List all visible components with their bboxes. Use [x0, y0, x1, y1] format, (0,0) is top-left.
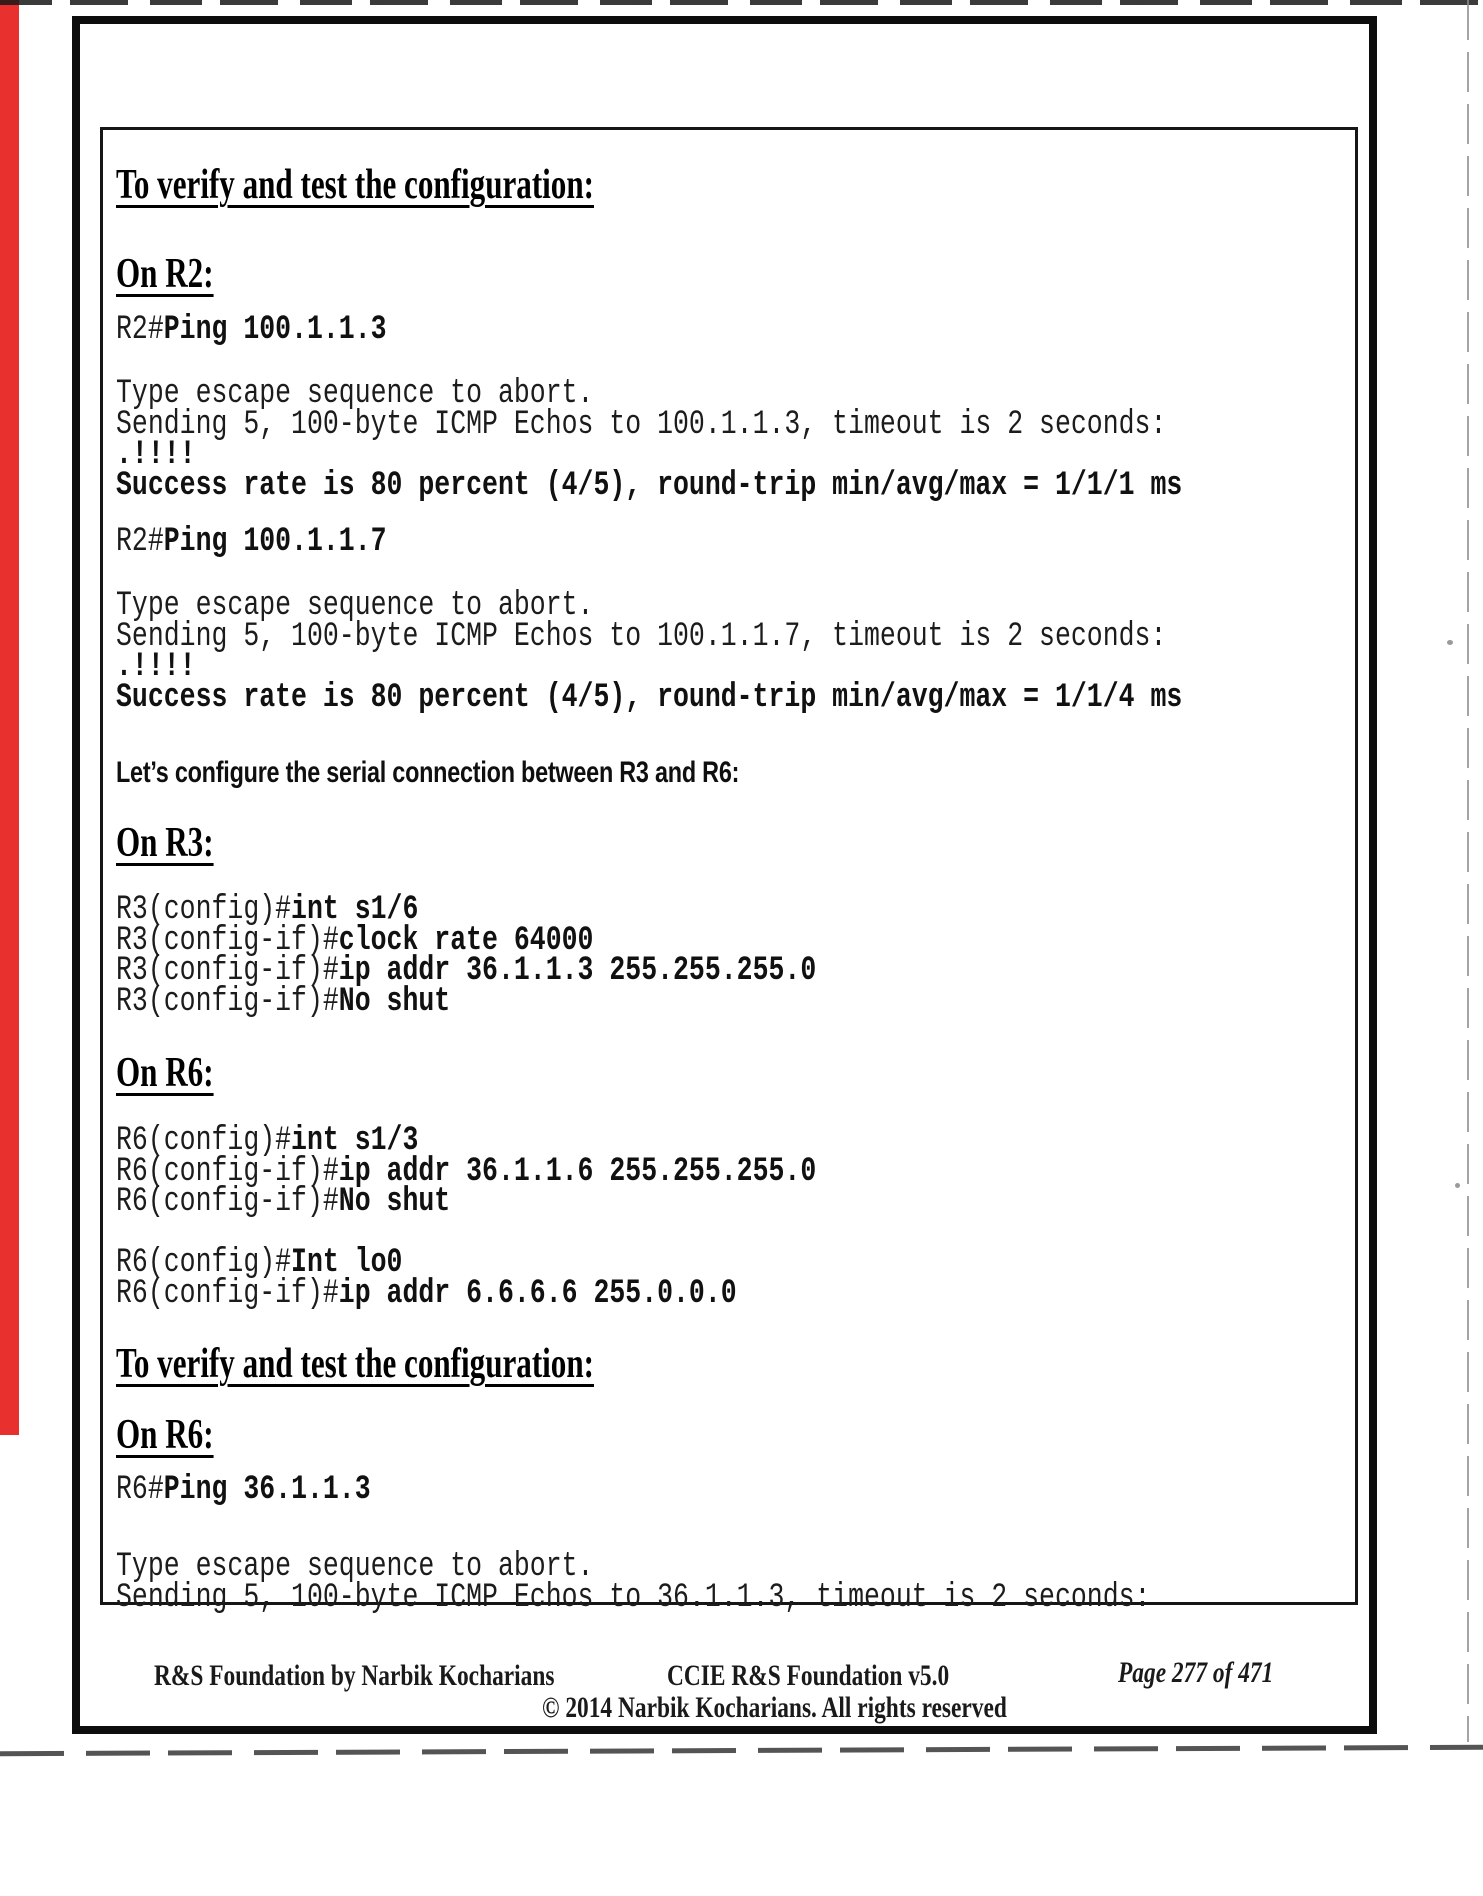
console-command-text: ip addr 36.1.1.3 255.255.255.0 [338, 952, 817, 990]
console-output-line: .!!!! [116, 436, 196, 474]
console-prompt: R3(config-if)# [116, 982, 339, 1021]
console-result-line: Success rate is 80 percent (4/5), round-trip min/avg/max = 1/1/1 ms [116, 466, 1183, 505]
console-prompt: R3(config-if)# [116, 952, 339, 990]
footer-course-title: CCIE R&S Foundation v5.0 [667, 1659, 950, 1692]
console-output-line: Type escape sequence to abort. [116, 1548, 594, 1586]
red-edge-stripe [0, 0, 19, 1435]
console-command-text: clock rate 64000 [338, 921, 594, 960]
console-command-r2-ping2 [116, 523, 387, 561]
subheading-on-r6: On R6: [116, 1050, 214, 1096]
console-output-ping1 [116, 375, 1183, 505]
console-command-text: Int lo0 [291, 1244, 403, 1282]
console-output-ping3 [116, 1548, 1151, 1617]
console-prompt: R6(config-if)# [116, 1152, 339, 1191]
scan-top-edge-line [0, 0, 1483, 5]
console-prompt: R3(config-if)# [116, 921, 339, 960]
console-prompt: R6(config)# [116, 1244, 292, 1282]
console-config-r6-loopback [116, 1244, 737, 1313]
console-output-line: Sending 5, 100-byte ICMP Echos to 36.1.1.3, timeout is 2 seconds: [116, 1578, 1151, 1617]
console-output-ping2 [116, 587, 1183, 717]
subheading-on-r2: On R2: [116, 251, 214, 297]
scan-speck [1455, 1183, 1460, 1188]
console-command-text: int s1/6 [291, 891, 419, 929]
scan-speck [1447, 640, 1453, 645]
console-output-line: Type escape sequence to abort. [116, 587, 594, 625]
footer-page-number: Page 277 of 471 [1118, 1656, 1274, 1689]
console-result-line: Success rate is 80 percent (4/5), round-trip min/avg/max = 1/1/4 ms [116, 678, 1183, 717]
console-command-r2-ping1 [116, 311, 387, 349]
section-heading-verify-1: To verify and test the configuration: [116, 162, 594, 208]
console-prompt: R6(config-if)# [116, 1183, 339, 1221]
scan-bottom-edge-line [0, 1745, 1483, 1756]
console-config-line [116, 1183, 816, 1221]
config-note: Let’s configure the serial connection between R3 and R6: [116, 756, 740, 789]
console-output-line: Sending 5, 100-byte ICMP Echos to 100.1.1.3, timeout is 2 seconds: [116, 405, 1167, 444]
console-prompt: R3(config)# [116, 891, 292, 929]
console-command-text: No shut [338, 1183, 451, 1221]
console-output-line: .!!!! [116, 648, 196, 686]
console-command-r6-ping [116, 1471, 371, 1509]
content-box [100, 127, 1358, 1617]
console-command-text: No shut [338, 982, 451, 1021]
console-prompt: R6# [116, 1471, 164, 1509]
console-command-text: int s1/3 [291, 1122, 419, 1160]
console-command-text: Ping 100.1.1.3 [163, 311, 387, 349]
footer-book-title: R&S Foundation by Narbik Kocharians [154, 1659, 555, 1692]
console-config-line [116, 1274, 737, 1313]
console-command-text: Ping 36.1.1.3 [163, 1471, 371, 1509]
console-config-r3 [116, 891, 817, 1021]
console-output-line: Sending 5, 100-byte ICMP Echos to 100.1.1.7, timeout is 2 seconds: [116, 617, 1167, 656]
console-prompt: R2# [116, 523, 164, 561]
section-heading-verify-2: To verify and test the configuration: [116, 1341, 594, 1387]
console-config-line [116, 982, 816, 1021]
subheading-on-r3: On R3: [116, 820, 214, 866]
console-prompt: R2# [116, 311, 164, 349]
console-config-r6-serial [116, 1122, 817, 1221]
console-prompt: R6(config)# [116, 1122, 292, 1160]
footer-copyright: © 2014 Narbik Kocharians. All rights reserved [542, 1691, 1007, 1724]
scan-right-edge-line [1467, 0, 1469, 1742]
console-command-text: ip addr 6.6.6.6 255.0.0.0 [338, 1274, 737, 1313]
console-command-text: ip addr 36.1.1.6 255.255.255.0 [338, 1152, 817, 1191]
console-output-line: Type escape sequence to abort. [116, 375, 594, 413]
subheading-on-r6-2: On R6: [116, 1412, 214, 1458]
console-prompt: R6(config-if)# [116, 1274, 339, 1313]
console-command-text: Ping 100.1.1.7 [163, 523, 387, 561]
